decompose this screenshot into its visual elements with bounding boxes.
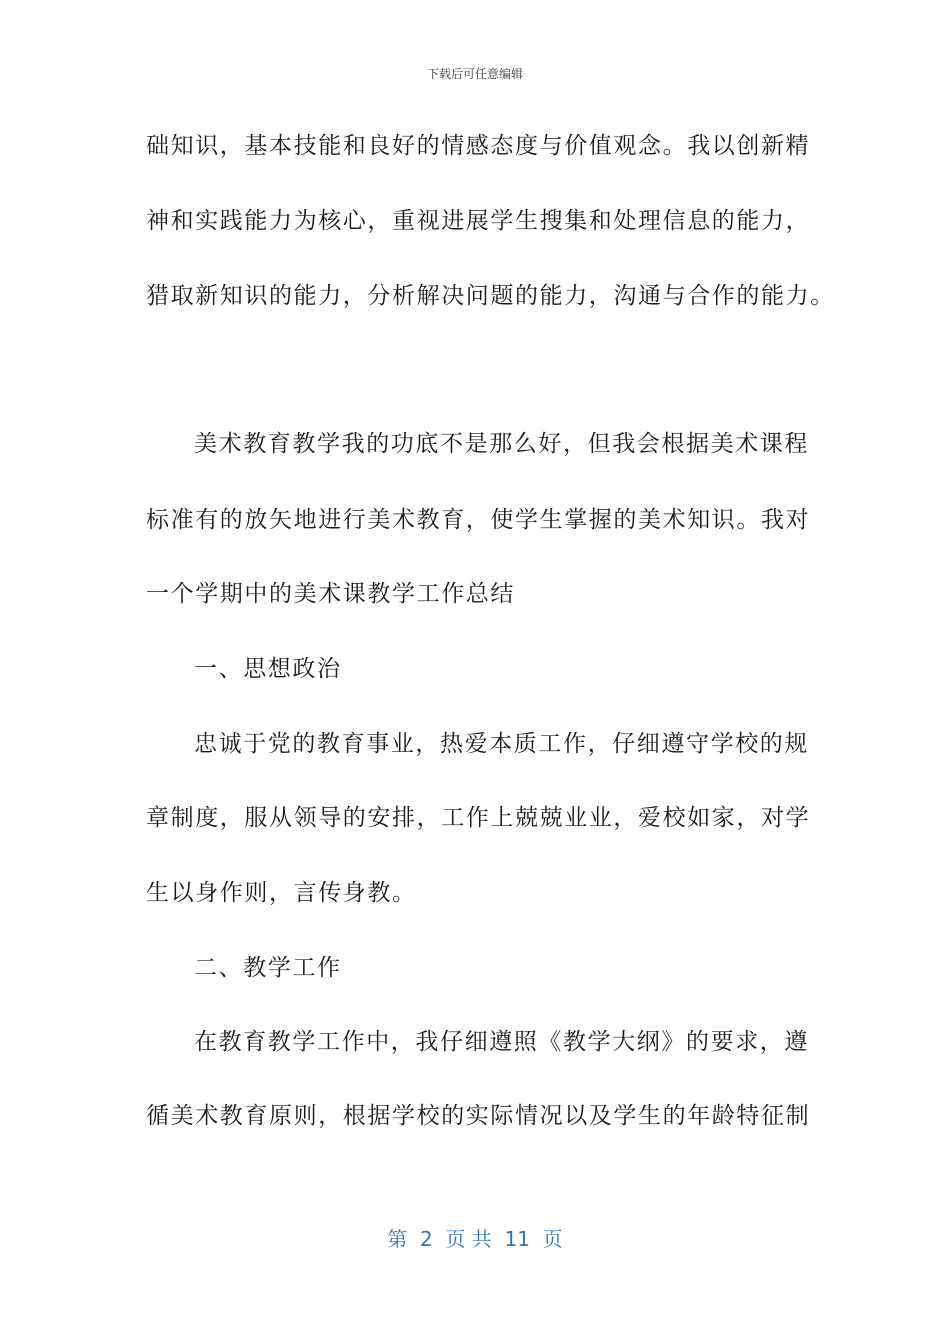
body-line: 标准有的放矢地进行美术教育，使学生掌握的美术知识。我对 <box>146 507 811 533</box>
paragraph-start: 忠诚于党的教育事业，热爱本质工作，仔细遵守学校的规 <box>194 731 809 757</box>
body-line: 猎取新知识的能力，分析解决问题的能力，沟通与合作的能力。 <box>146 283 835 309</box>
section-heading: 一、思想政治 <box>194 656 342 682</box>
body-line: 章制度，服从领导的安排，工作上兢兢业业，爱校如家，对学 <box>146 805 811 831</box>
body-line: 一个学期中的美术课教学工作总结 <box>146 581 515 607</box>
body-line: 循美术教育原则，根据学校的实际情况以及学生的年龄特征制 <box>146 1103 811 1129</box>
paragraph-start: 在教育教学工作中，我仔细遵照《教学大纲》的要求，遵 <box>194 1029 809 1055</box>
page-number: 第 2 页 共 11 页 <box>387 1227 563 1251</box>
section-heading: 二、教学工作 <box>194 955 342 981</box>
body-line: 神和实践能力为核心，重视进展学生搜集和处理信息的能力， <box>146 208 811 234</box>
page-header: 下载后可任意编辑 <box>426 67 523 81</box>
body-line: 生以身作则，言传身教。 <box>146 880 417 906</box>
paragraph-start: 美术教育教学我的功底不是那么好，但我会根据美术课程 <box>194 431 809 457</box>
body-line: 础知识，基本技能和良好的情感态度与价值观念。我以创新精 <box>146 133 811 159</box>
